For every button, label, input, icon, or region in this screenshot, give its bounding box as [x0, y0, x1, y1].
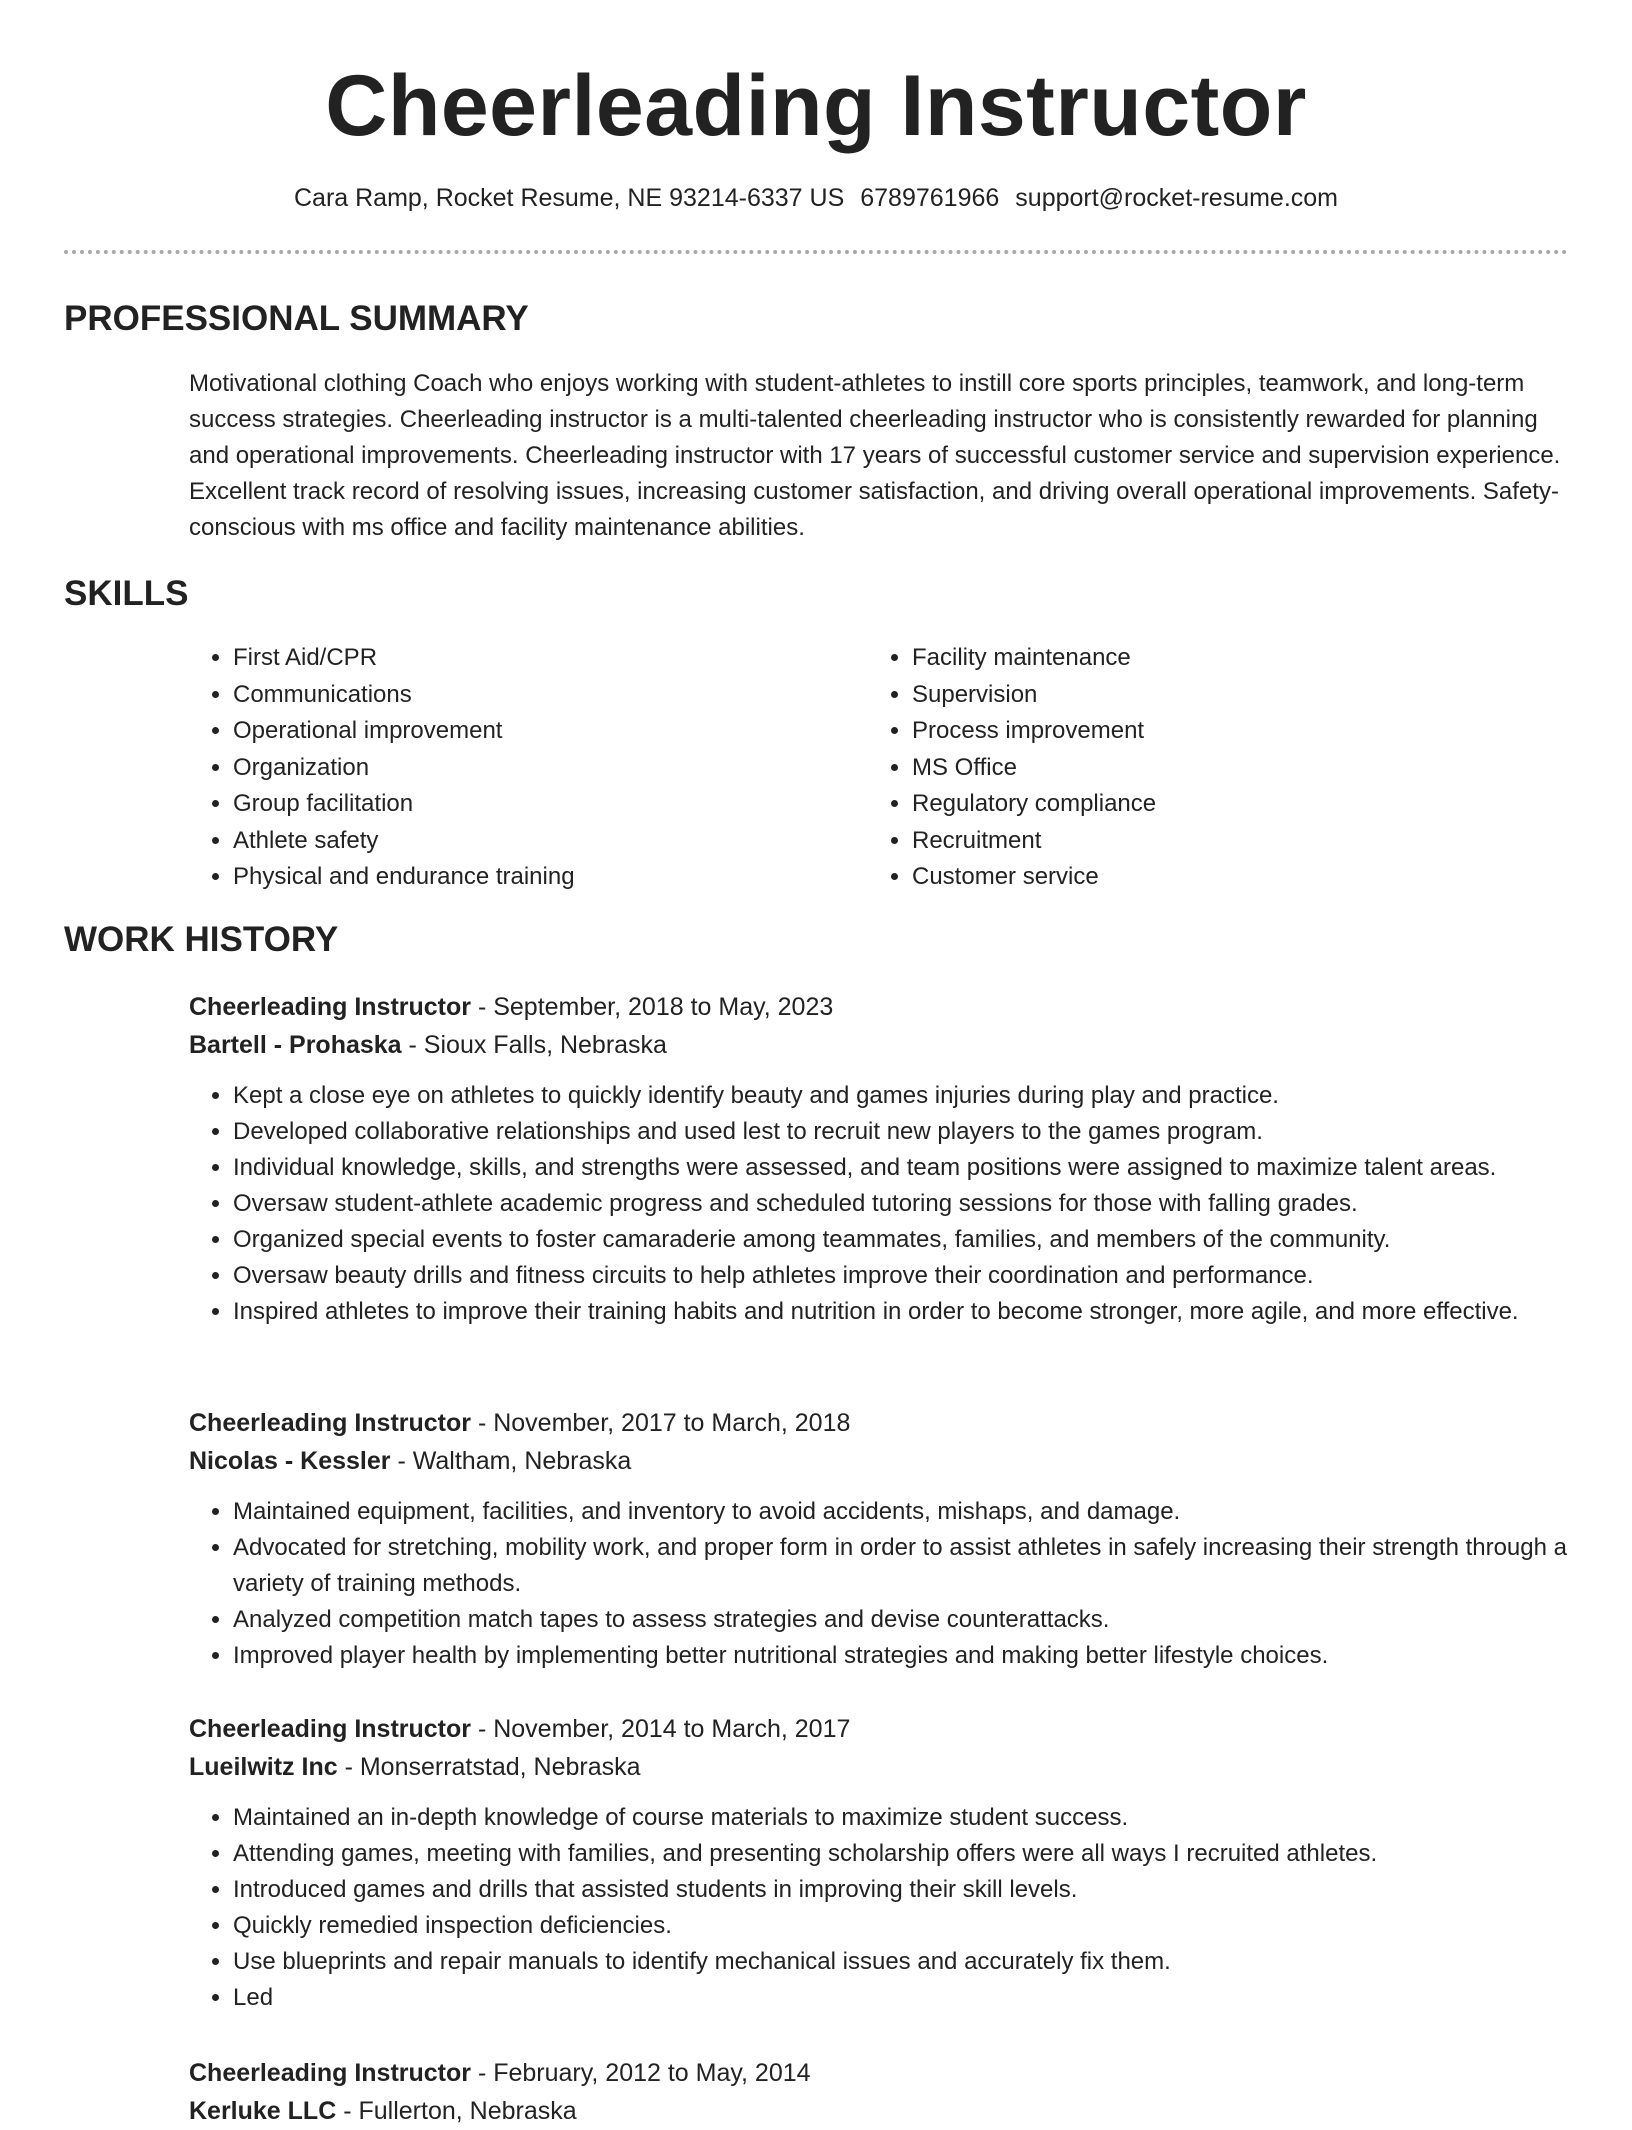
header-divider: [64, 250, 1568, 254]
job-company: Kerluke LLC: [189, 2097, 337, 2125]
job-bullet: • Advocated for stretching, mobility work, and proper form in order to assist athletes in safely increasing their strength through a variety of training methods.: [233, 1530, 1569, 1602]
job-company-line: [189, 2092, 1569, 2130]
contact-line: [0, 182, 1632, 214]
skill-item: • Organization: [233, 750, 868, 787]
skills-columns: [189, 640, 1569, 896]
job-company: Lueilwitz Inc: [189, 1753, 338, 1781]
skill-item: • Process improvement: [912, 713, 1552, 750]
job-title: Cheerleading Instructor: [189, 1715, 471, 1743]
job-bullet: • Use blueprints and repair manuals to identify mechanical issues and accurately fix them.: [233, 1944, 1569, 1980]
job-entry: [189, 2054, 1569, 2130]
job-bullets: [189, 1494, 1569, 1674]
job-title: Cheerleading Instructor: [189, 993, 471, 1021]
work-history-heading: WORK HISTORY: [64, 920, 339, 959]
job-company-line: [189, 1026, 1569, 1064]
job-company: Nicolas - Kessler: [189, 1447, 391, 1475]
job-bullet: • Oversaw beauty drills and fitness circuits to help athletes improve their coordination and performance.: [233, 1258, 1569, 1294]
job-bullet: • Analyzed competition match tapes to assess strategies and devise counterattacks.: [233, 1602, 1569, 1638]
skill-item: • Athlete safety: [233, 823, 868, 860]
job-location: - Fullerton, Nebraska: [336, 2097, 577, 2125]
job-bullet: • Led: [233, 1980, 1569, 2016]
job-bullet: • Kept a close eye on athletes to quickly identify beauty and games injuries during play and practice.: [233, 1078, 1569, 1114]
resume-title: Cheerleading Instructor: [325, 58, 1307, 154]
job-bullet: • Organized special events to foster camaraderie among teammates, families, and members of the community.: [233, 1222, 1569, 1258]
summary-text: Motivational clothing Coach who enjoys working with student-athletes to instill core sports principles, teamwork, and long-term success strategies. Cheerleading instructor is a multi-talented cheerleading instructor who is consistently rewarded for planning and operational improvements. Cheerleading instructor with 17 years of successful customer service and supervision experience. Excellent track record of resolving issues, increasing customer satisfaction, and driving overall operational improvements. Safety-conscious with ms office and facility maintenance abilities.: [189, 370, 1561, 541]
skill-item: • Operational improvement: [233, 713, 868, 750]
job-bullets: [189, 1800, 1569, 2016]
job-location: - Sioux Falls, Nebraska: [401, 1031, 667, 1059]
job-bullet: • Introduced games and drills that assisted students in improving their skill levels.: [233, 1872, 1569, 1908]
job-company: Bartell - Prohaska: [189, 1031, 402, 1059]
contact-phone: 6789761966: [860, 184, 1000, 212]
job-location: - Waltham, Nebraska: [390, 1447, 632, 1475]
skills-right-list: [868, 640, 1552, 896]
job-dates: - February, 2012 to May, 2014: [471, 2059, 811, 2087]
job-bullet: • Developed collaborative relationships and used lest to recruit new players to the games program.: [233, 1114, 1569, 1150]
job-title: Cheerleading Instructor: [189, 2059, 471, 2087]
skill-item: • Regulatory compliance: [912, 786, 1552, 823]
job-company-line: [189, 1442, 1569, 1480]
job-bullet: • Improved player health by implementing better nutritional strategies and making better lifestyle choices.: [233, 1638, 1569, 1674]
job-title-line: [189, 988, 1569, 1026]
skill-item: • Communications: [233, 677, 868, 714]
skill-item: • Supervision: [912, 677, 1552, 714]
job-bullet: • Maintained equipment, facilities, and inventory to avoid accidents, mishaps, and damage.: [233, 1494, 1569, 1530]
summary-heading: PROFESSIONAL SUMMARY: [64, 299, 529, 338]
contact-email: support@rocket-resume.com: [1015, 184, 1339, 212]
skill-item: • Physical and endurance training: [233, 859, 868, 896]
skill-item: • Customer service: [912, 859, 1552, 896]
job-location: - Monserratstad, Nebraska: [337, 1753, 641, 1781]
job-dates: - November, 2014 to March, 2017: [471, 1715, 851, 1743]
skill-item: • Facility maintenance: [912, 640, 1552, 677]
job-bullet: • Oversaw student-athlete academic progress and scheduled tutoring sessions for those with falling grades.: [233, 1186, 1569, 1222]
job-title-line: [189, 1710, 1569, 1748]
job-entry: [189, 1404, 1569, 1674]
job-company-line: [189, 1748, 1569, 1786]
job-bullets: [189, 1078, 1569, 1330]
skill-item: • First Aid/CPR: [233, 640, 868, 677]
job-entry: [189, 1710, 1569, 2016]
job-dates: - September, 2018 to May, 2023: [471, 993, 834, 1021]
contact-address: Cara Ramp, Rocket Resume, NE 93214-6337 US: [293, 184, 845, 212]
job-entry: [189, 988, 1569, 1330]
skill-item: • MS Office: [912, 750, 1552, 787]
skill-item: • Recruitment: [912, 823, 1552, 860]
job-bullet: • Maintained an in-depth knowledge of course materials to maximize student success.: [233, 1800, 1569, 1836]
skills-heading: SKILLS: [64, 574, 189, 613]
skill-item: • Group facilitation: [233, 786, 868, 823]
job-bullet: • Individual knowledge, skills, and strengths were assessed, and team positions were assigned to maximize talent areas.: [233, 1150, 1569, 1186]
job-title-line: [189, 2054, 1569, 2092]
job-dates: - November, 2017 to March, 2018: [471, 1409, 851, 1437]
job-title-line: [189, 1404, 1569, 1442]
skills-left-list: [189, 640, 868, 896]
job-bullet: • Attending games, meeting with families, and presenting scholarship offers were all ways I recruited athletes.: [233, 1836, 1569, 1872]
job-title: Cheerleading Instructor: [189, 1409, 471, 1437]
job-bullet: • Inspired athletes to improve their training habits and nutrition in order to become stronger, more agile, and more effective.: [233, 1294, 1569, 1330]
job-bullet: • Quickly remedied inspection deficiencies.: [233, 1908, 1569, 1944]
